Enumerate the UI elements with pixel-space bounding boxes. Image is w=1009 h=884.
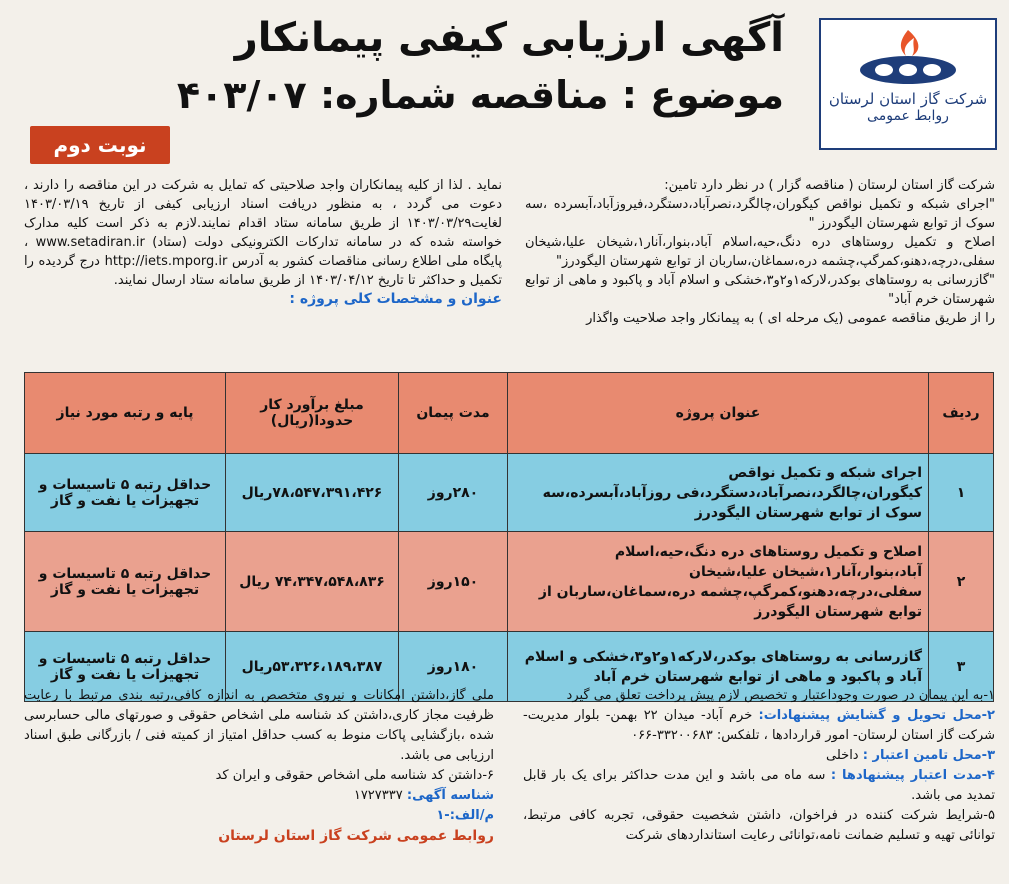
cell-grade: حداقل رتبه ۵ تاسیسات و تجهیزات یا نفت و گاز (25, 532, 226, 632)
header-duration: مدت پیمان (399, 373, 508, 454)
header-amount: مبلغ برآورد کار حدودا(ریال) (226, 373, 399, 454)
conditions-left-column (24, 686, 494, 846)
cell-grade: حداقل رتبه ۵ تاسیسات و تجهیزات یا نفت و گاز (25, 632, 226, 702)
company-name: شرکت گاز استان لرستان (828, 90, 988, 108)
condition-continuation: ملی گاز،داشتن امکانات و نیروی متخصص به اندازه کافی،رتبه بندی مرتبط با رعایت ظرفیت مجاز کاری،داشتن کد شناسه ملی اشخاص حقوقی و صورتهای مالی حسابرسی شده ،بازگشایی پاکات منوط به کسب حداقل امتیاز از کمیته فنی / بازرگانی طبق اسناد ارزیابی می باشد. (24, 688, 494, 763)
table-header-row (25, 373, 994, 454)
intro-paragraph: شرکت گاز استان لرستان ( مناقصه گزار ) در نظر دارد تامین: (664, 178, 995, 193)
cell-duration: ۱۵۰روز (399, 532, 508, 632)
conditions-right-column (523, 686, 995, 846)
cell-duration: ۲۸۰روز (399, 454, 508, 532)
page-title: آگهی ارزیابی کیفی پیمانکار (234, 15, 784, 61)
condition-text: خرم آباد- میدان ۲۲ بهمن- بلوار مدیریت- شرکت گاز استان لرستان- امور قراردادها ، تلفکس: ۳۳۲۰۰۶۸۳-۰۶۶ (523, 708, 995, 743)
condition-item-6: ۶-داشتن کد شناسه ملی اشخاص حقوقی و ایران کد (215, 768, 494, 783)
ad-id (24, 786, 494, 806)
condition-item-3 (523, 746, 995, 766)
tender-subtitle: موضوع : مناقصه شماره: ۴۰۳/۰۷ (176, 73, 784, 117)
intro-paragraph: را از طریق مناقصه عمومی (یک مرحله ای ) به پیمانکار واجد صلاحیت واگذار (586, 311, 995, 326)
header-project-title: عنوان پروژه (508, 373, 929, 454)
projects-table (24, 372, 994, 702)
condition-label: ۴-مدت اعتبار پیشنهادها : (830, 768, 995, 783)
cell-amount: ۵۳،۳۲۶،۱۸۹،۳۸۷ریال (226, 632, 399, 702)
intro-right-column (525, 176, 995, 328)
footer-organization: روابط عمومی شرکت گاز استان لرستان (218, 828, 494, 844)
condition-item-5: ۵-شرایط شرکت کننده در فراخوان، داشتن شخصیت حقوقی، تجربه کافی مرتبط، توانائی تهیه و تسلیم ضمانت نامه،توانائی رعایت استانداردهای شرکت (523, 808, 995, 843)
cell-amount: ۷۴،۳۴۷،۵۴۸،۸۳۶ ریال (226, 532, 399, 632)
table-row (25, 454, 994, 532)
condition-item-2 (523, 706, 995, 746)
gas-company-logo-icon (848, 26, 968, 88)
ad-id-value: ۱۷۲۷۳۳۷ (353, 788, 403, 803)
intro-paragraph: "اجرای شبکه و تکمیل نواقص کیگوران،چالگرد،نصرآباد،دستگرد،فیروزآباد،آبسرده ،سه سوک از توابع شهرستان الیگودرز " (525, 197, 995, 231)
condition-label: ۲-محل تحویل و گشایش پیشنهادات: (758, 708, 995, 723)
section-title: عنوان و مشخصات کلی پروژه : (289, 291, 502, 307)
header-row-number: ردیف (929, 373, 994, 454)
cell-project-title: گازرسانی به روستاهای بوکدر،لارکه۱و۲و۳،خشکی و اسلام آباد و پاکبود و ماهی از توابع شهرستان خرم آباد (508, 632, 929, 702)
company-department: روابط عمومی (867, 108, 949, 124)
header-grade: پایه و رتبه مورد نیاز (25, 373, 226, 454)
cell-row-number: ۳ (929, 632, 994, 702)
condition-item-1: ۱-به این پیمان در صورت وجوداعتبار و تخصیص لازم پیش پرداخت تعلق می گیرد (566, 688, 995, 703)
intro-paragraph: اصلاح و تکمیل روستاهای دره دنگ،حیه،اسلام آباد،بنوار،آنار۱،شیخان علیا،شیخان سفلی،درچه،دهنو،کمرگپ،چشمه دره،سماغان،ساربان از توابع شهرستان الیگودرز" (525, 235, 995, 269)
cell-row-number: ۲ (929, 532, 994, 632)
cell-row-number: ۱ (929, 454, 994, 532)
ad-id-label: شناسه آگهی: (406, 788, 494, 803)
company-logo-box (819, 18, 997, 150)
table-row (25, 532, 994, 632)
intro-left-column (24, 176, 502, 309)
cell-duration: ۱۸۰روز (399, 632, 508, 702)
cell-project-title: اجرای شبکه و تکمیل نواقص کیگوران،چالگرد،نصرآباد،دستگرد،فی روزآباد،آبسرده،سه سوک از توابع شهرستان الیگودرز (508, 454, 929, 532)
cell-project-title: اصلاح و تکمیل روستاهای دره دنگ،حیه،اسلام آباد،بنوار،آنار۱،شیخان علیا،شیخان سفلی،درچه،دهنو،کمرگپ،چشمه دره،سماغان،ساربان از توابع شهرستان الیگودرز (508, 532, 929, 632)
round-badge: نوبت دوم (30, 126, 170, 164)
condition-text: داخلی (826, 748, 859, 763)
intro-paragraph: "گازرسانی به روستاهای بوکدر،لارکه۱و۲و۳،خشکی و اسلام آباد و پاکبود و ماهی از توابع شهرستان خرم آباد" (525, 273, 995, 307)
ad-code: م/الف:-۱ (436, 808, 494, 823)
intro-paragraph: نماید . لذا از کلیه پیمانکاران واجد صلاحیتی که تمایل به شرکت در این مناقصه را دارند ، دعوت می گردد ، به منظور دریافت اسناد ارزیابی کیفی از تاریخ ۱۴۰۳/۰۳/۱۹ لغایت۱۴۰۳/۰۳/۲۹ از طریق سامانه ستاد اقدام نمایند.لازم به ذکر است کلیه مدارک خواسته شده که در سامانه تدارکات الکترونیکی دولت (ستاد) www.setadiran.ir ، پایگاه ملی اطلاع رسانی مناقصات کشور به آدرس http://iets.mporg.ir درج گردیده را تکمیل و حداکثر تا تاریخ ۱۴۰۳/۰۴/۱۲ از طریق سامانه ستاد ارسال نمایند. (24, 178, 502, 288)
cell-grade: حداقل رتبه ۵ تاسیسات و تجهیزات یا نفت و گاز (25, 454, 226, 532)
condition-label: ۳-محل تامین اعتبار : (862, 748, 995, 763)
condition-text: سه ماه می باشد و این مدت حداکثر برای یک بار قابل تمدید می باشد. (523, 768, 995, 803)
cell-amount: ۷۸،۵۴۷،۳۹۱،۴۲۶ریال (226, 454, 399, 532)
condition-item-4 (523, 766, 995, 806)
